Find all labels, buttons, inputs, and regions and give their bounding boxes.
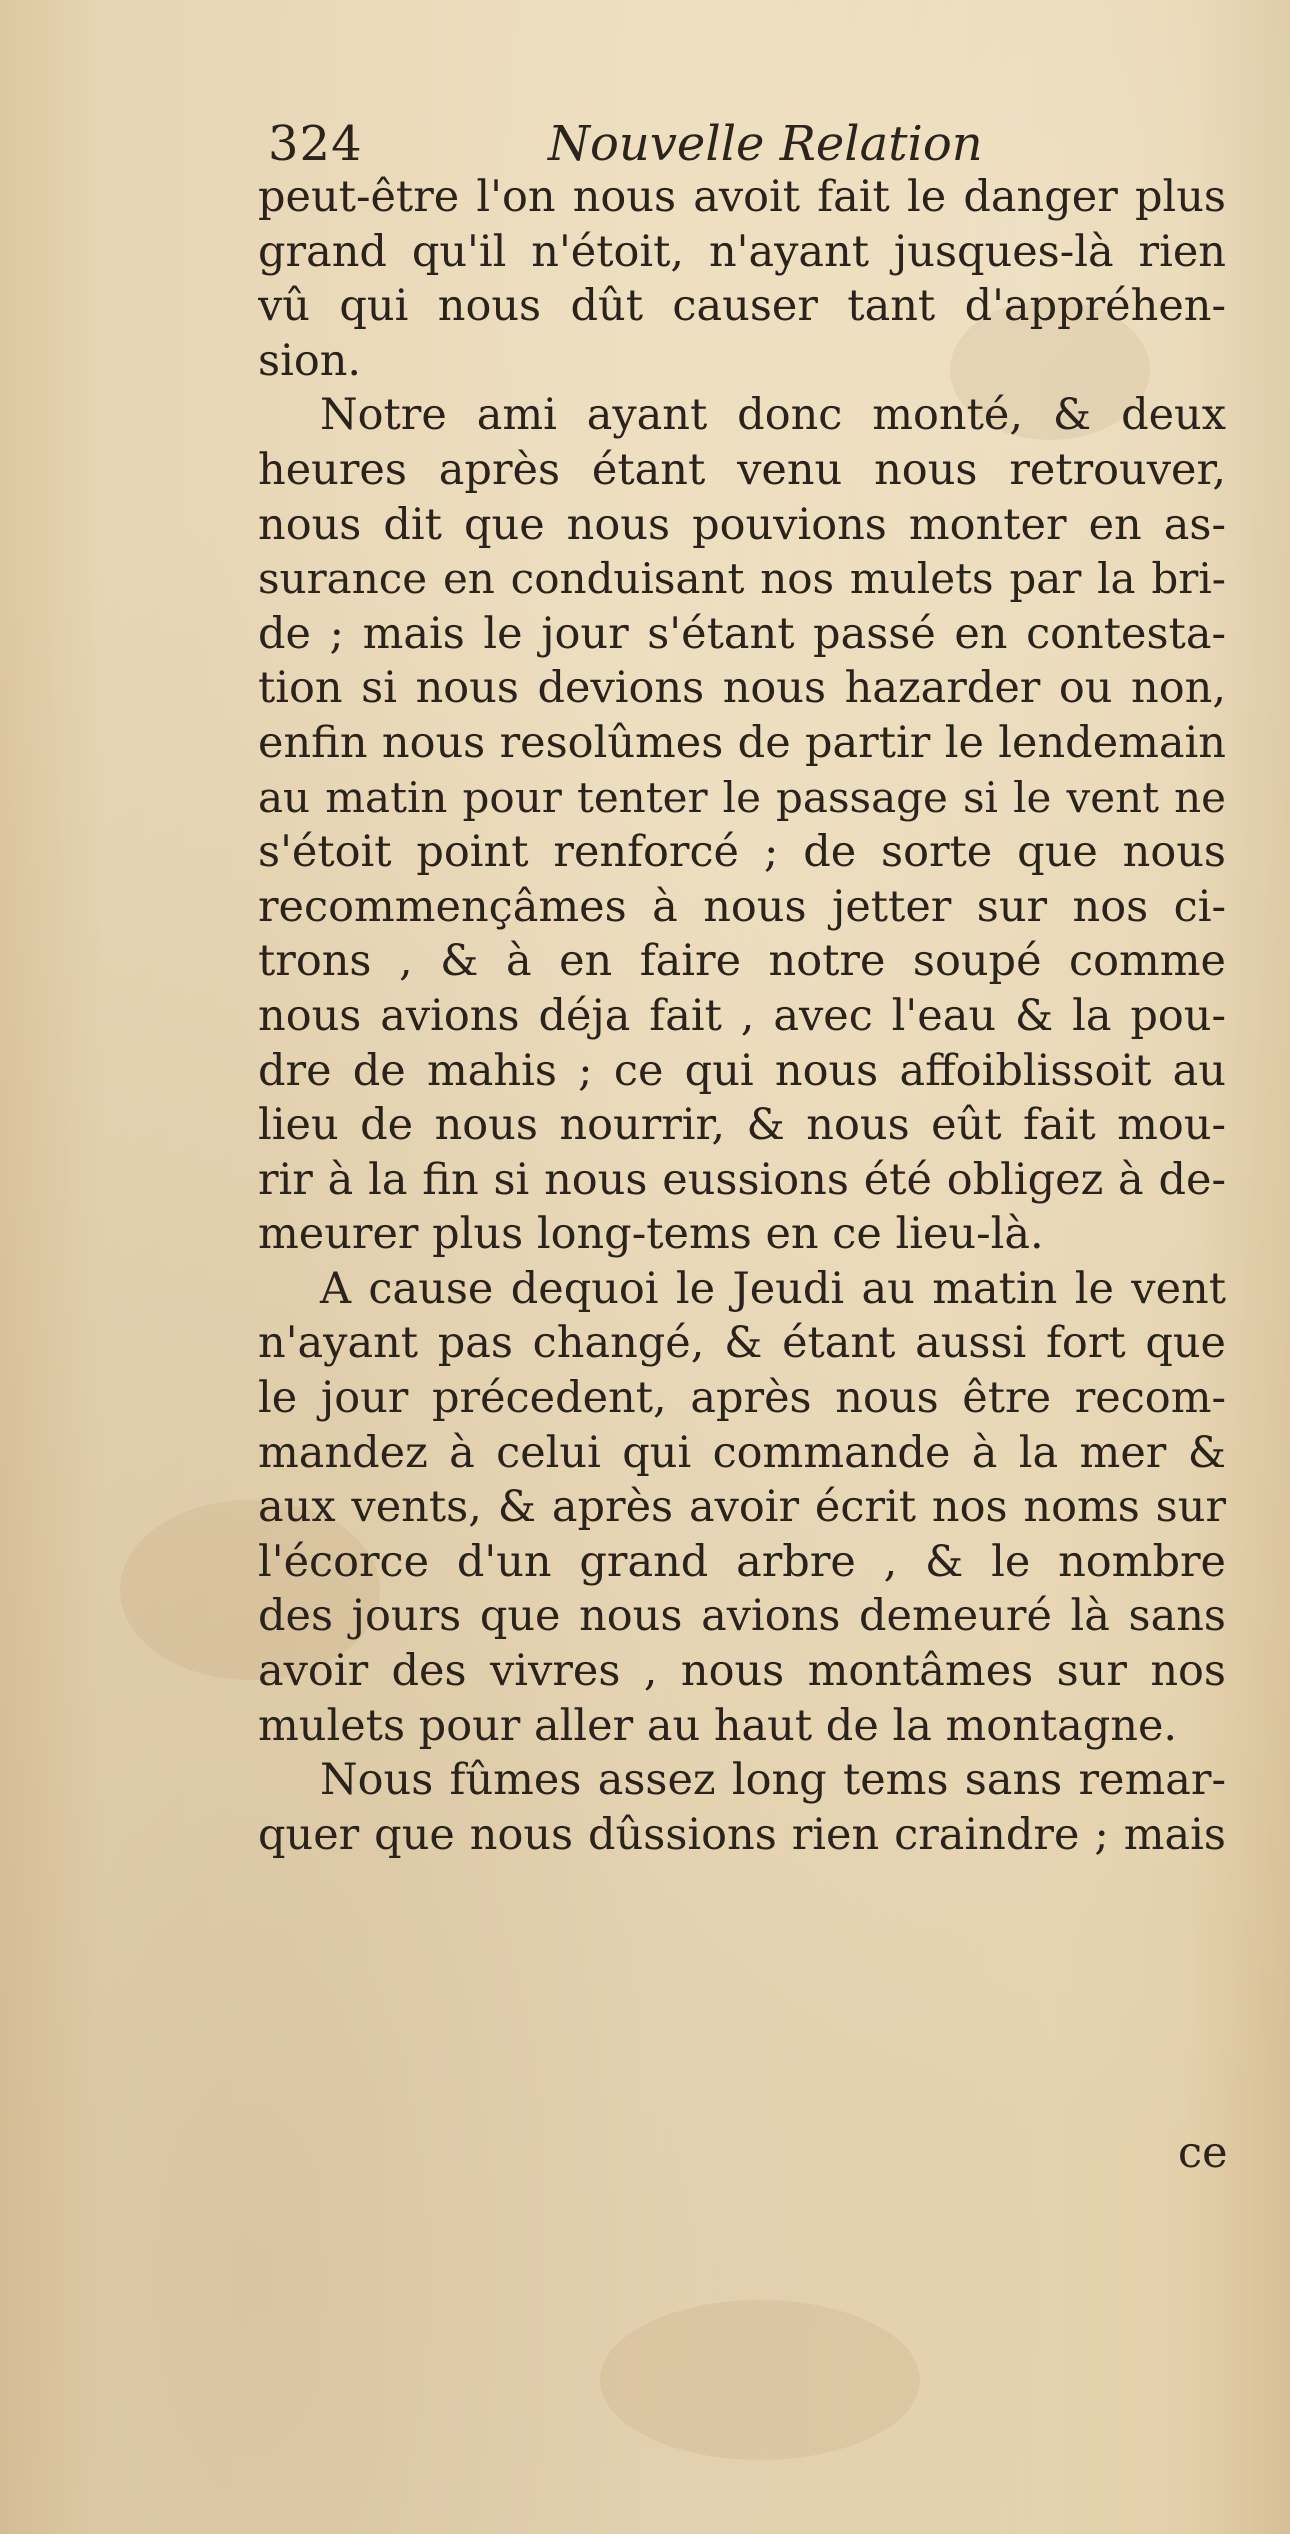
text-line: enfin nous resolûmes de partir le lendemain [258, 717, 1226, 768]
page-number: 324 [268, 116, 363, 172]
text-line: lieu de nous nourrir, & nous eût fait mou- [258, 1100, 1226, 1151]
running-title: Nouvelle Relation [548, 116, 983, 172]
text-line: sion. [258, 335, 362, 386]
text-line: avoir des vivres , nous montâmes sur nos [258, 1646, 1226, 1697]
text-line: heures après étant venu nous retrouver, [258, 444, 1226, 495]
text-line: tion si nous devions nous hazarder ou non, [258, 663, 1226, 714]
text-line: recommençâmes à nous jetter sur nos ci- [258, 881, 1226, 932]
text-line: nous avions déja fait , avec l'eau & la pou- [258, 990, 1226, 1041]
text-line: Notre ami ayant donc monté, & deux [320, 390, 1226, 441]
text-line: de ; mais le jour s'étant passé en contesta- [258, 608, 1226, 659]
text-line: des jours que nous avions demeuré là sans [258, 1591, 1226, 1642]
catchword: ce [1178, 2128, 1228, 2178]
text-line: n'ayant pas changé, & étant aussi fort que [258, 1318, 1226, 1369]
text-line: quer que nous dûssions rien craindre ; mais [258, 1809, 1226, 1860]
text-line: trons , & à en faire notre soupé comme [258, 936, 1226, 987]
body-text [258, 170, 1226, 1862]
paper-stain [600, 2300, 920, 2460]
text-line: s'étoit point renforcé ; de sorte que nous [258, 827, 1226, 878]
text-line: aux vents, & après avoir écrit nos noms sur [258, 1482, 1226, 1533]
text-line: nous dit que nous pouvions monter en as- [258, 499, 1226, 550]
text-line: vû qui nous dût causer tant d'appréhen- [258, 281, 1226, 332]
text-line: surance en conduisant nos mulets par la bri- [258, 554, 1226, 604]
text-line: mulets pour aller au haut de la montagne. [258, 1700, 1178, 1751]
text-line: dre de mahis ; ce qui nous affoiblissoit au [258, 1045, 1226, 1096]
text-line: l'écorce d'un grand arbre , & le nombre [258, 1536, 1226, 1587]
text-line: Nous fûmes assez long tems sans remar- [320, 1755, 1226, 1806]
text-line: peut-être l'on nous avoit fait le danger plus [258, 172, 1226, 222]
text-line: au matin pour tenter le passage si le vent ne [258, 772, 1226, 822]
text-line: mandez à celui qui commande à la mer & [258, 1427, 1226, 1478]
text-line: grand qu'il n'étoit, n'ayant jusques-là rien [258, 226, 1226, 277]
text-line: A cause dequoi le Jeudi au matin le vent [320, 1263, 1226, 1314]
text-line: le jour précedent, après nous être recom- [258, 1373, 1226, 1424]
text-line: meurer plus long-tems en ce lieu-là. [258, 1209, 1044, 1260]
text-line: rir à la fin si nous eussions été obligez à de- [258, 1154, 1226, 1205]
